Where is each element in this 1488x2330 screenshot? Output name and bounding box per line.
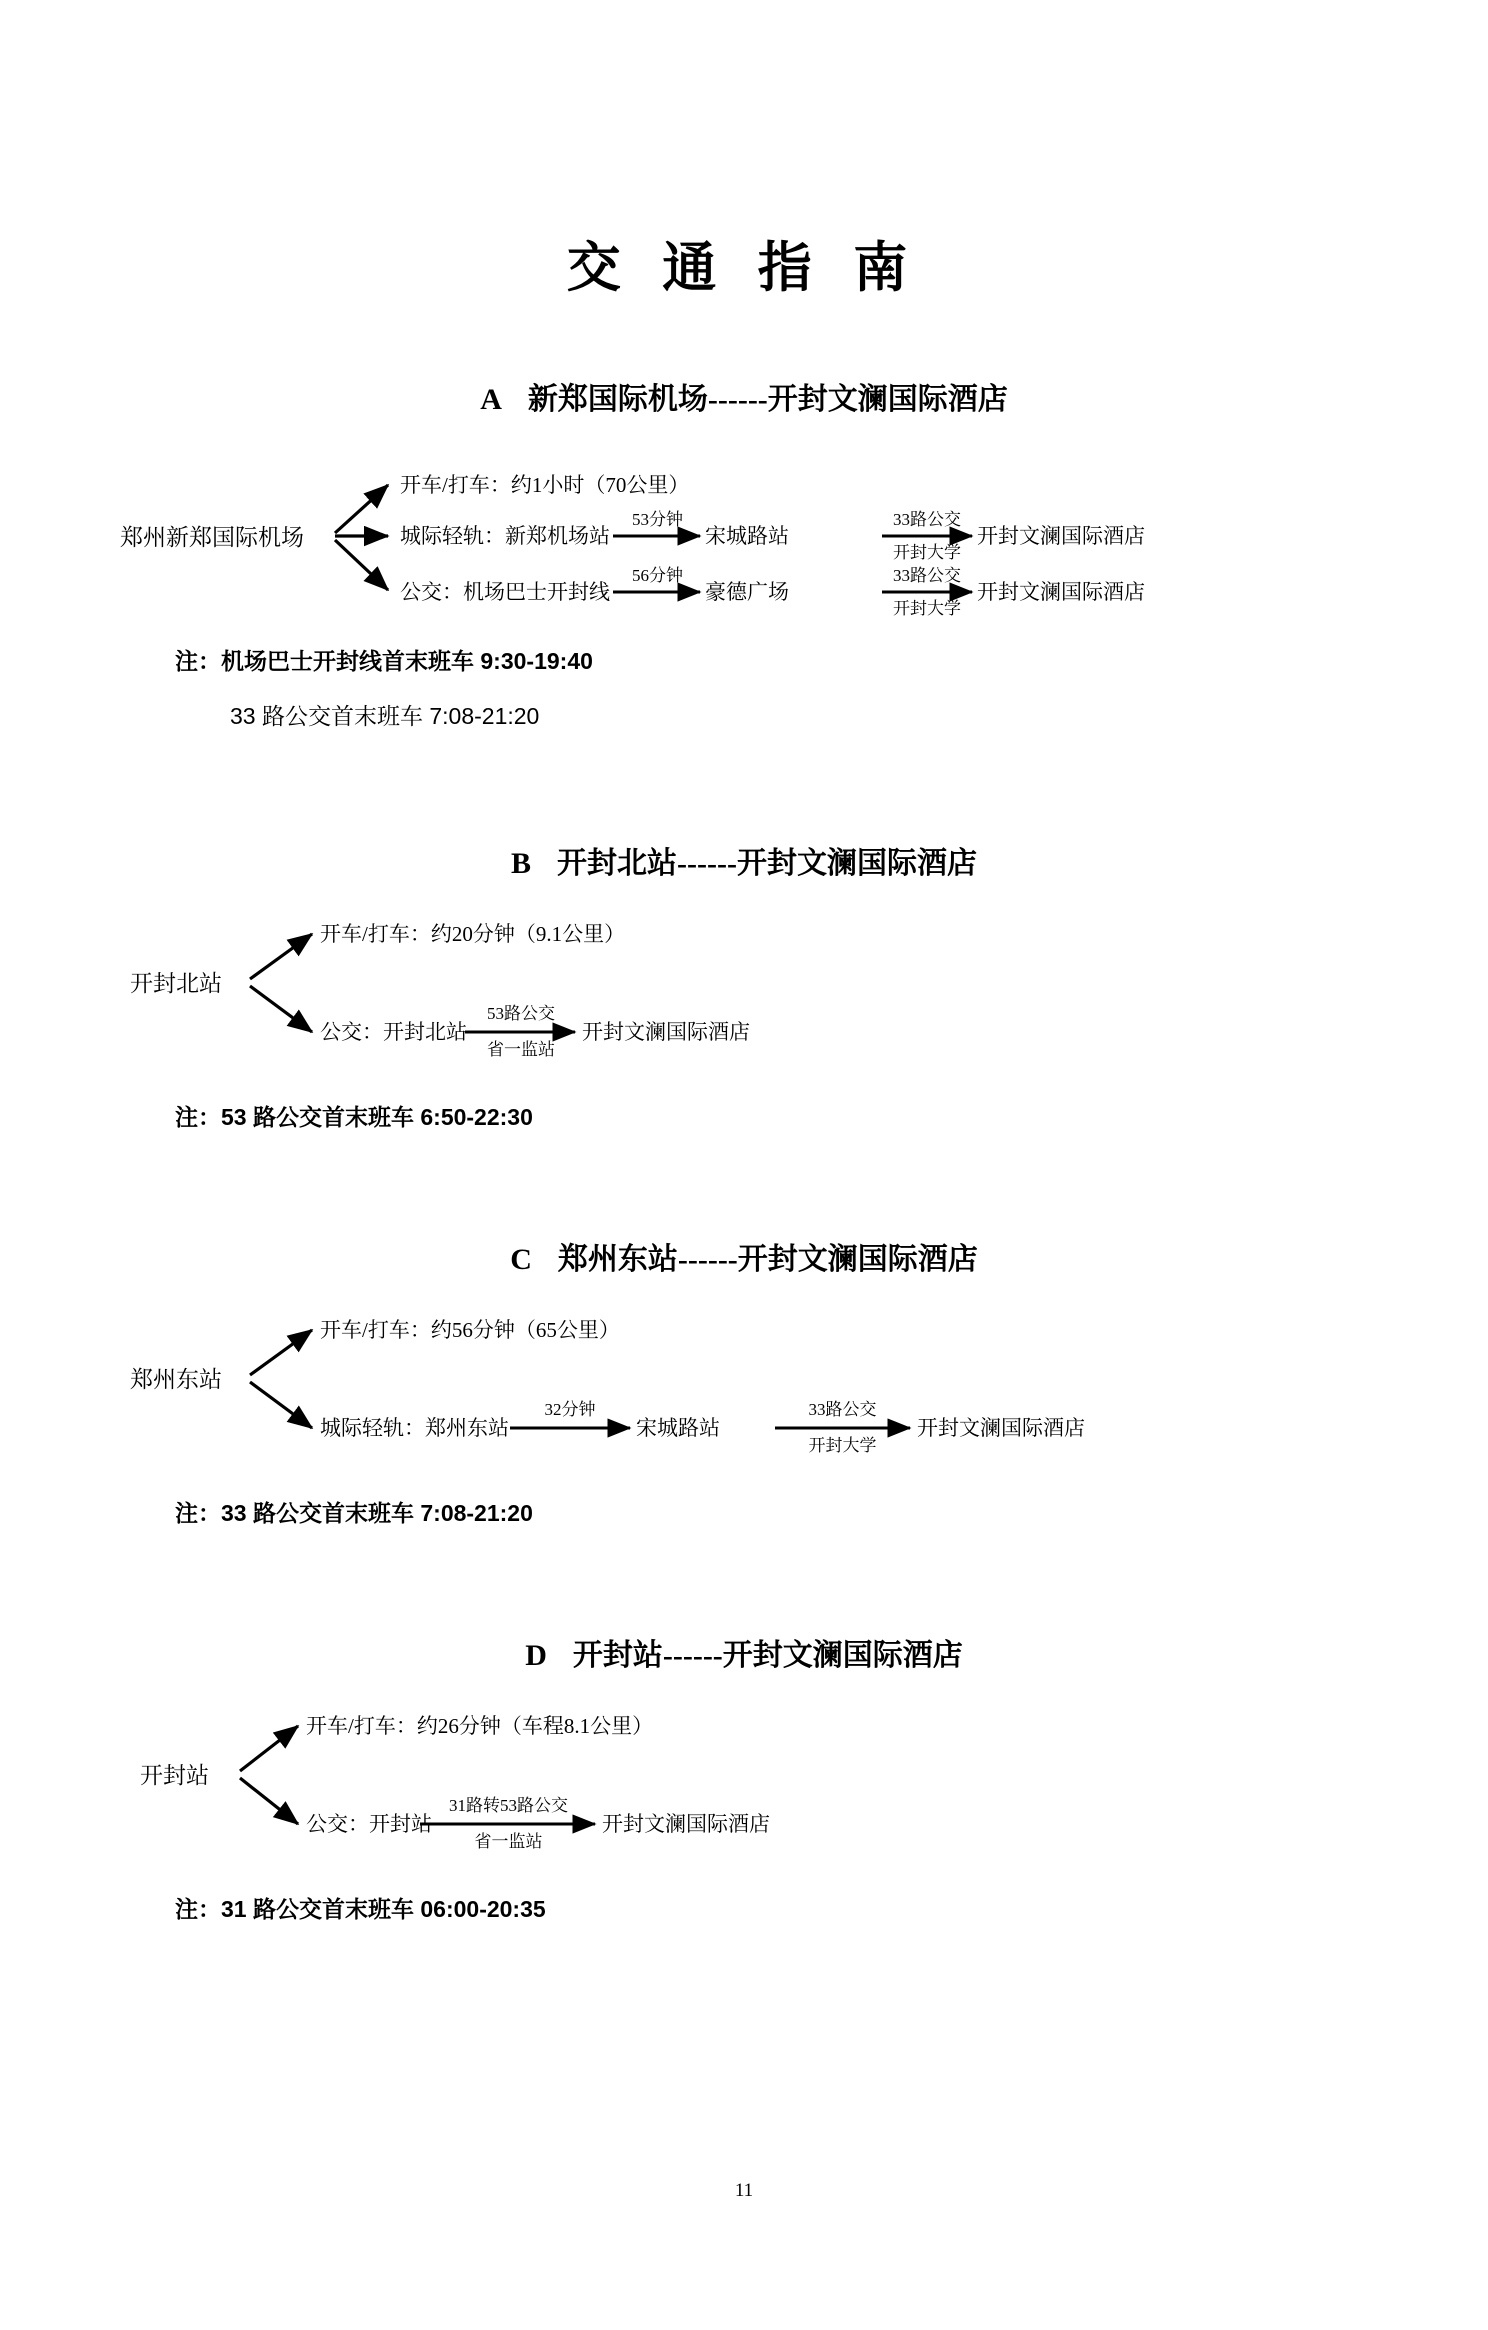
section-a-note-0: 注：机场巴士开封线首末班车 9:30-19:40 bbox=[175, 648, 593, 674]
section-c-route-1-dest: 开封文澜国际酒店 bbox=[917, 1416, 1085, 1440]
section-c-route-1-mid: 宋城路站 bbox=[636, 1416, 720, 1440]
section-b-route-0-mode: 开车/打车：约20分钟（9.1公里） bbox=[320, 922, 626, 946]
page-title: 交 通 指 南 bbox=[566, 238, 922, 298]
section-c-arrows bbox=[120, 1310, 1370, 1500]
section-a-letter: A bbox=[480, 383, 502, 416]
section-c-letter: C bbox=[510, 1243, 532, 1276]
section-b-route-1-leg1-label-top: 53路公交 bbox=[487, 1004, 555, 1023]
section-c-route-0-mode: 开车/打车：约56分钟（65公里） bbox=[320, 1318, 620, 1342]
section-c-route-1-leg2-label-top: 33路公交 bbox=[808, 1400, 877, 1419]
section-a-origin: 郑州新郑国际机场 bbox=[120, 525, 304, 550]
page-number: 11 bbox=[734, 2180, 754, 2201]
section-c-title: 郑州东站------开封文澜国际酒店 bbox=[557, 1243, 978, 1276]
section-c-diagram bbox=[120, 1310, 1368, 1526]
section-a-route-2-dest: 开封文澜国际酒店 bbox=[977, 580, 1145, 604]
document-page bbox=[0, 225, 1488, 2330]
section-b-note-0: 注：53 路公交首末班车 6:50-22:30 bbox=[175, 1104, 533, 1130]
section-a-route-1-leg1-label: 53分钟 bbox=[632, 510, 683, 529]
section-d-route-1-leg1-label-top: 31路转53路公交 bbox=[449, 1796, 568, 1815]
section-b-arrows bbox=[120, 914, 1370, 1104]
section-b-origin: 开封北站 bbox=[130, 971, 222, 996]
section-b-route-1-dest: 开封文澜国际酒店 bbox=[582, 1020, 750, 1044]
section-c-note-0: 注：33 路公交首末班车 7:08-21:20 bbox=[175, 1500, 533, 1526]
section-c-route-1-mode: 城际轻轨：郑州东站 bbox=[320, 1416, 509, 1440]
section-a-route-2-leg1-label: 56分钟 bbox=[632, 566, 683, 585]
section-a-heading bbox=[120, 374, 1368, 418]
section-d-note-0: 注：31 路公交首末班车 06:00-20:35 bbox=[175, 1896, 546, 1922]
section-d-origin: 开封站 bbox=[140, 1763, 209, 1788]
section-b-route-1-mode: 公交：开封北站 bbox=[320, 1020, 467, 1044]
section-a-route-1-mode: 城际轻轨：新郑机场站 bbox=[400, 524, 610, 548]
section-d-title: 开封站------开封文澜国际酒店 bbox=[572, 1639, 963, 1672]
section-c-route-1-leg2-label-bottom: 开封大学 bbox=[808, 1436, 877, 1455]
section-a-arrows bbox=[120, 448, 1370, 668]
section-b-diagram bbox=[120, 914, 1368, 1130]
section-d-route-1-mode: 公交：开封站 bbox=[306, 1812, 432, 1836]
section-a-route-1-leg2-label-top: 33路公交 bbox=[893, 510, 961, 529]
section-b bbox=[120, 838, 1368, 1130]
section-d-route-1-dest: 开封文澜国际酒店 bbox=[602, 1812, 770, 1836]
section-a-title: 新郑国际机场------开封文澜国际酒店 bbox=[527, 383, 1008, 416]
section-a-route-2-leg2-label-bottom: 开封大学 bbox=[893, 599, 961, 618]
section-d-route-1-leg1-label-bottom: 省一监站 bbox=[474, 1832, 543, 1851]
section-a-note-1: 33 路公交首末班车 7:08-21:20 bbox=[230, 703, 540, 729]
section-a-route-1-leg2-label-bottom: 开封大学 bbox=[893, 543, 961, 562]
section-a-route-2-mid: 豪德广场 bbox=[705, 580, 789, 604]
section-b-route-1-leg1-label-bottom: 省一监站 bbox=[487, 1040, 555, 1059]
section-d-diagram bbox=[120, 1706, 1368, 1922]
section-c-heading bbox=[120, 1234, 1368, 1278]
section-c-route-1-leg1-label: 32分钟 bbox=[544, 1400, 596, 1419]
section-a-route-0-mode: 开车/打车：约1小时（70公里） bbox=[400, 473, 690, 497]
section-d-letter: D bbox=[525, 1639, 547, 1672]
section-c-origin: 郑州东站 bbox=[130, 1367, 222, 1392]
section-a-route-2-leg2-label-top: 33路公交 bbox=[893, 566, 961, 585]
section-d-heading bbox=[120, 1630, 1368, 1674]
section-d bbox=[120, 1630, 1368, 1922]
section-b-letter: B bbox=[511, 847, 532, 880]
section-a bbox=[120, 374, 1368, 729]
section-b-heading bbox=[120, 838, 1368, 882]
section-b-title: 开封北站------开封文澜国际酒店 bbox=[557, 847, 977, 880]
section-a-route-1-dest: 开封文澜国际酒店 bbox=[977, 524, 1145, 548]
section-a-route-1-mid: 宋城路站 bbox=[705, 524, 789, 548]
section-a-route-2-mode: 公交：机场巴士开封线 bbox=[400, 580, 610, 604]
section-c bbox=[120, 1234, 1368, 1526]
section-a-diagram bbox=[120, 448, 1368, 729]
section-d-route-0-mode: 开车/打车：约26分钟（车程8.1公里） bbox=[306, 1714, 654, 1738]
